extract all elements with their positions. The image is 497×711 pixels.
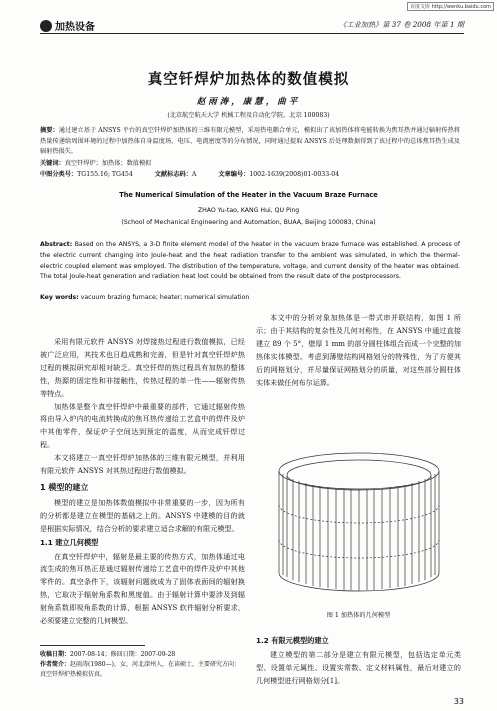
paragraph: 模型的建立是加热体数值模拟中非常重要的一步，因为所有的分析都是建立在模型的基础之上的。ANSYS 中建模的目的就是根据实际情况，结合分析的要求建立适合求解的有限元模型。 [40,497,245,533]
english-abstract [40,240,460,283]
keywords-cn-label: 关键词： [40,160,65,167]
english-keywords [40,294,249,301]
paragraph: 本文将建立一真空钎焊炉加热体的三维有限元模型，并利用有限元软件 ANSYS 对其热过程进行数值模拟。 [40,453,245,476]
art-label: 文章编号： [218,171,250,178]
received-value: 2007-08-14；修回日期：2007-09-28 [70,651,176,658]
page-number: 33 [453,697,464,706]
doc-label: 文献标志码： [154,171,192,178]
abstract-cn [40,126,460,158]
author-value: 赵雨涛(1980—)，女，河北滦州人，在读硕士，主要研究方向：真空钎焊炉热模拟仿真。 [40,660,240,678]
paragraph: 采用有限元软件 ANSYS 对焊接热过程进行数值模拟，已经被广泛应用，其技术也日趋成熟和完善，但是针对真空钎焊炉热过程的模拟研究却相对缺乏。真空钎焊的热过程具有加热的整体性，热源的固定性和非接触性，传热过程的单一性——辐射传热等特点。 [40,337,245,398]
subsection-heading-1-1: 1.1 建立几何模型 [40,537,99,547]
journal-header: 《工业加热》第 37 卷 2008 年第 1 期 [339,20,464,29]
paragraph: 建立模型的第二部分是建立有限元模型，包括选定单元类型、设置单元属性、设置实常数、定义材料属性，最后对建立的几何模型进行网格划分[1]。 [256,649,461,685]
clc-value: TG155.16; TG454 [77,171,133,178]
section-logo [40,18,95,33]
doc-value: A [191,171,197,178]
classification-line [40,169,460,178]
subsection-heading-1-2: 1.2 有限元模型的建立 [256,636,329,645]
logo-mark-icon [40,20,52,32]
heater-cylinder-illustration [279,453,439,591]
english-keywords-text: vacuum brazing furnace; heater; numerical simulation [80,294,250,301]
article-number [218,169,339,178]
received-label: 收稿日期： [40,651,71,658]
english-title: The Numerical Simulation of the Heater in the Vacuum Braze Furnace [119,191,378,199]
header-rule [40,33,464,34]
paragraph: 在真空钎焊炉中，辐射是最主要的传热方式，加热体通过电流生成的焦耳热正是通过辐射传递给工艺盒中的焊件及炉中其他零件的。真空条件下，该辐射问题就成为了固体表面间的辐射换热，它取决于辐射角系数和黑度值。由于辐射计算中要涉及到辐射角系数即视角系数的计算，根据 ANSYS 软件辐射分析要求，必须要建立完整的几何模型。 [40,551,245,626]
heater-geometry-figure [262,445,457,605]
body-column-left [40,336,245,628]
paragraph: 加热体是整个真空钎焊炉中最重要的部件，它通过辐射传热将由导入炉内的电流转换成的焦耳热传递给工艺盒中的焊件及炉中其他零件，保证炉子空间达到预定的温度，从而完成钎焊过程。 [40,401,245,450]
affiliation: (北京航空航天大学 机械工程及自动化学院，北京 100083) [167,112,330,119]
english-affiliation: (School of Mechanical Engineering and Automation, BUAA, Beijing 100083, China) [121,219,376,226]
paper-title: 真空钎焊炉加热体的数值模拟 [147,72,350,88]
author-label: 作者简介： [40,660,71,668]
english-abstract-label: Abstract: [40,241,73,248]
english-keywords-label: Key words: [40,294,79,301]
clc-number [40,169,133,178]
footnote-rule [40,645,145,646]
watermark-label[interactable]: 百度文库 http://wenku.baidu.com [407,2,494,11]
paragraph: 本文中的分析对象加热体是一带式串并联结构，如图 1 所示；由于其结构的复杂性及几何对称性，在 ANSYS 中通过直接建立 89 个 5°，壁厚 1 mm 的部分圆柱体组合而成一个完整的加热体实体模型。考虑到薄壁结构网格划分的特殊性，为了方便其后的网格划分，并尽量保证网格划分的质量，对这些部分圆柱体实体未做任何布尔运算。 [256,313,461,387]
clc-label: 中图分类号： [40,171,78,178]
figure-caption: 图 1 加热体的几何模型 [326,612,391,619]
keywords-cn [40,158,151,167]
footnote-received [40,650,245,660]
body-column-right [256,312,461,389]
body-column-right-lower [256,634,461,688]
section-logo-text: 加热设备 [55,22,95,33]
authors: 赵雨涛，康慧，曲平 [196,97,301,107]
doc-code [155,169,197,178]
keywords-cn-text: 真空钎焊炉；加热体；数值模拟 [64,160,152,167]
english-authors: ZHAO Yu-tao, KANG Hui, QU Ping [197,207,300,214]
footnote-author [40,660,245,680]
art-value: 1002-1639(2008)01-0033-04 [249,171,340,178]
section-heading-1: 1 模型的建立 [40,482,89,492]
footnote [40,650,245,679]
abstract-cn-text: 通过建立基于 ANSYS 平台的真空钎焊炉加热体的三维有限元模型，采用热电耦合单元，模拟出了该加热体将电能转换为焦耳热并通过辐射传热将热量传递给周围环境的过程中加热体自身温度场、电压、电流密度等的分布情况，同时通过提取 ANSYS 后处理数据得到了该过程中的总体焦耳热生成及辐射热损失。 [40,127,461,156]
english-abstract-text: Based on the ANSYS, a 3-D finite element model of the heater in the vacuum braze furnace was established. A process of the electric current changing into Joule-heat and the heat radiation transfer to the ambient was simulated, in which the thermal-electric coupled element was employed. The distribution of the temperature, voltage, and current density of the heater was obtained. The total Joule-heat generation and radiation heat lost could be obtained from the result date of the postprocessors. [40,241,461,281]
abstract-cn-label: 摘要： [40,127,59,134]
